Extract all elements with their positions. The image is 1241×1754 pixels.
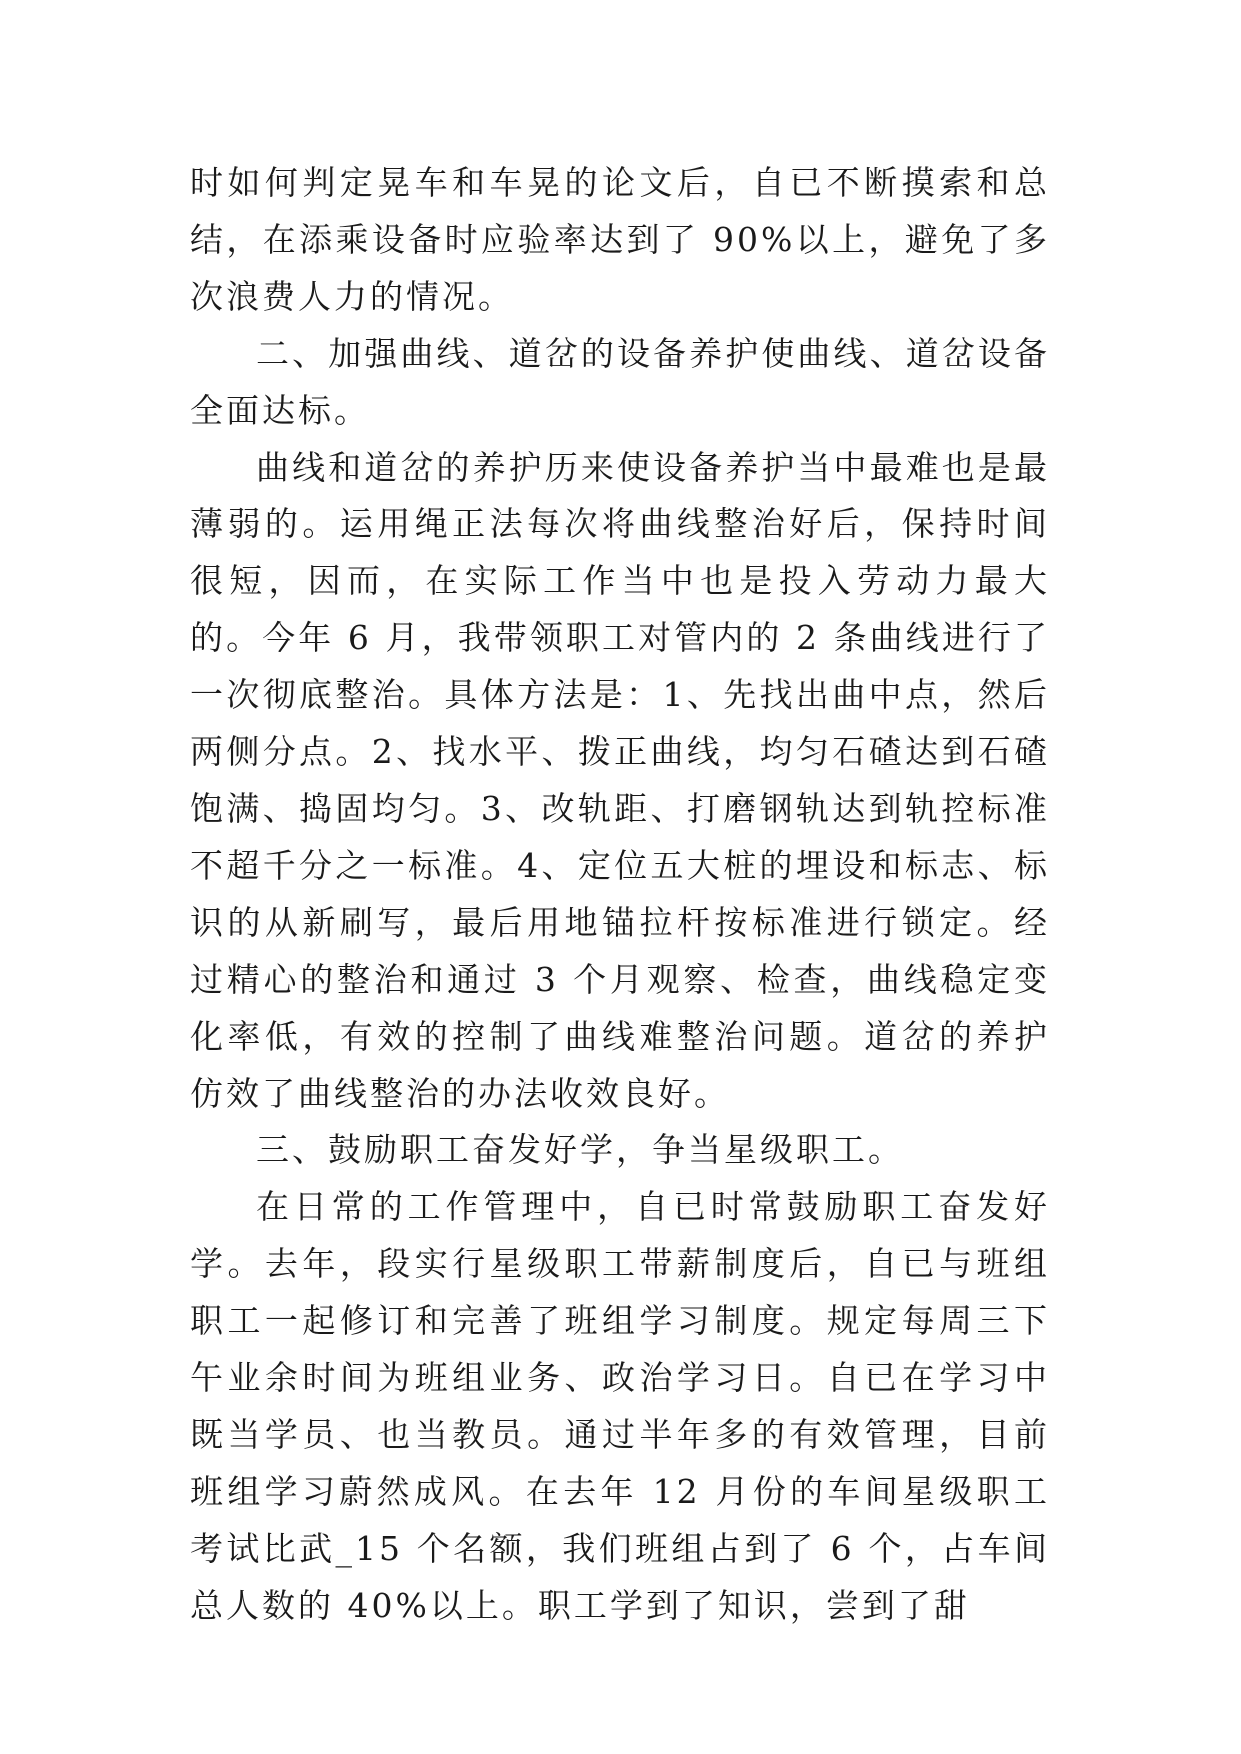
paragraph-3: 曲线和道岔的养护历来使设备养护当中最难也是最薄弱的。运用绳正法每次将曲线整治好后，保持时间很短，因而，在实际工作当中也是投入劳动力最大的。今年 6 月，我带领职工对管内的 2 条曲线进行了一次彻底整治。具体方法是：1、先找出曲中点，然后两侧分点。2、找水平、拨正曲线，均匀石碴达到石碴饱满、捣固均匀。3、改轨距、打磨钢轨达到轨控标准不超千分之一标准。4、定位五大桩的埋设和标志、标识的从新刷写，最后用地锚拉杆按标准进行锁定。经过精心的整治和通过 3 个月观察、检查，曲线稳定变化率低，有效的控制了曲线难整治问题。道岔的养护仿效了曲线整治的办法收效良好。 — [190, 447, 1050, 1113]
paragraph-2-heading: 二、加强曲线、道岔的设备养护使曲线、道岔设备全面达标。 — [190, 333, 1050, 430]
paragraph-5: 在日常的工作管理中，自已时常鼓励职工奋发好学。去年，段实行星级职工带薪制度后，自已与班组职工一起修订和完善了班组学习制度。规定每周三下午业余时间为班组业务、政治学习日。自已在学习中既当学员、也当教员。通过半年多的有效管理，目前班组学习蔚然成风。在去年 12 月份的车间星级职工考试比武_15 个名额，我们班组占到了 6 个，占车间总人数的 40%以上。职工学到了知识，尝到了甜 — [190, 1187, 1050, 1625]
paragraph-4-heading: 三、鼓励职工奋发好学，争当星级职工。 — [256, 1130, 904, 1170]
document-body — [190, 155, 1050, 1635]
paragraph-1: 时如何判定晃车和车晃的论文后，自已不断摸索和总结，在添乘设备时应验率达到了 90%以上，避免了多次浪费人力的情况。 — [190, 163, 1050, 316]
